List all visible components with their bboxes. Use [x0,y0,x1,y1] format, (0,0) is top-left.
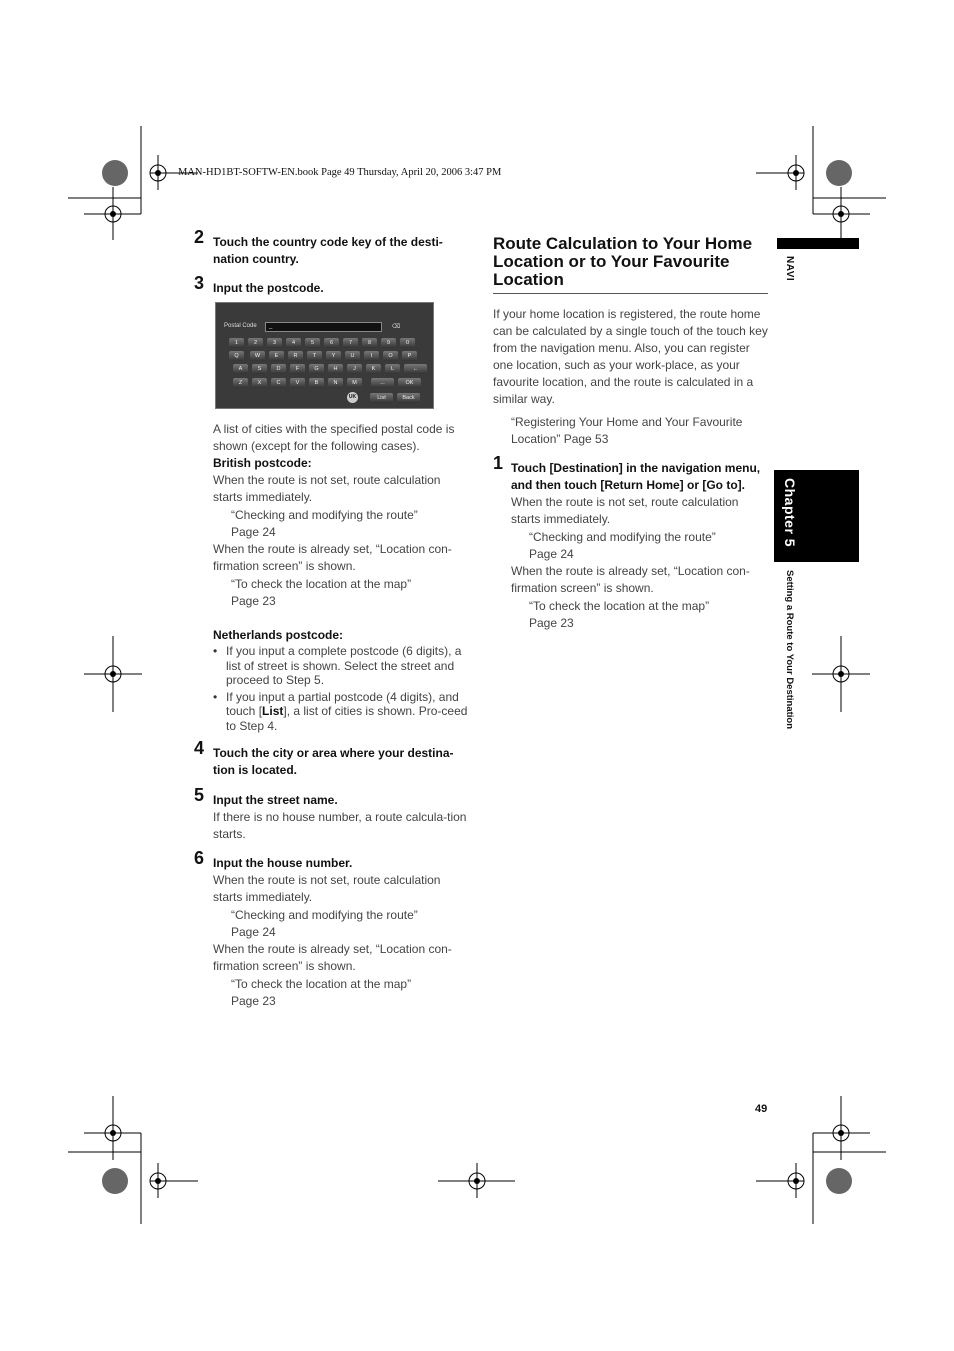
step-number: 4 [194,738,205,758]
key: Z [233,378,248,388]
step-number: 5 [194,785,205,805]
section-intro: If your home location is registered, the route home can be calculated by a single touch of the touch key from the navigation menu. Also, you can register one location, such as your work-place, as your favourite location, and the route is calculated in a similar way. [493,307,768,406]
key: OK [398,378,421,388]
print-header: MAN-HD1BT-SOFTW-EN.book Page 49 Thursday, April 20, 2006 3:47 PM [178,167,502,178]
step-ref2: “To check the location at the map” [529,599,710,613]
chapter-label: Chapter 5 [782,478,798,548]
key: ← [404,364,427,374]
key: V [290,378,305,388]
step-number: 1 [493,453,504,473]
british-ref1-page: Page 24 [231,525,276,539]
postal-code-value: _ [269,323,273,329]
section-title: Route Calculation to Your Home Location or to Your Favourite Location [493,234,753,289]
netherlands-list [213,644,471,733]
key: K [366,364,381,374]
key: ... [371,378,394,388]
key: J [347,364,362,374]
step-text: Input the postcode. [213,281,324,295]
key: 5 [305,338,320,348]
step-number: 2 [194,227,205,247]
intro-ref: “Registering Your Home and Your Favourite Location” Page 53 [511,415,743,446]
right-column [493,235,768,632]
british-not-set: When the route is not set, route calculation starts immediately. [213,473,441,504]
key: N [328,378,343,388]
step-already-set: When the route is already set, “Location con-firmation screen” is shown. [213,942,452,973]
step-3 [194,273,471,297]
british-ref1: “Checking and modifying the route” [231,508,418,522]
step-ref1-page: Page 24 [529,547,574,561]
key: 2 [248,338,263,348]
left-column [194,227,471,297]
step-body: If there is no house number, a route calcula-tion starts. [213,810,467,841]
key: S [252,364,267,374]
key: Y [326,351,341,361]
list-item [213,644,471,688]
left-column-steps [194,738,471,1010]
key: C [271,378,286,388]
list-key-ref: List [262,704,284,718]
step-text: Input the house number. [213,856,353,870]
title-rule [493,293,768,294]
postal-code-label: Postal Code [224,323,257,329]
key: P [402,351,417,361]
key: W [250,351,265,361]
key: 3 [267,338,282,348]
step-ref2-page: Page 23 [529,616,574,630]
key: B [309,378,324,388]
step-ref1: “Checking and modifying the route” [529,530,716,544]
key: E [269,351,284,361]
step-1 [493,453,768,632]
key: O [383,351,398,361]
british-ref2-page: Page 23 [231,594,276,608]
british-heading: British postcode: [213,456,312,470]
navi-label: NAVI [784,256,795,282]
british-already-set: When the route is already set, “Location con-firmation screen” is shown. [213,542,452,573]
back-key: Back [397,393,420,403]
list-description: A list of cities with the specified postal code is shown (except for the following cases). [213,422,455,453]
step-4 [194,738,471,779]
key: 9 [381,338,396,348]
key: 0 [400,338,415,348]
country-badge: UK [347,392,358,403]
key: A [233,364,248,374]
page-number: 49 [755,1103,768,1115]
key: L [385,364,400,374]
step-5 [194,785,471,843]
step-not-set: When the route is not set, route calculation starts immediately. [511,495,739,526]
key: H [328,364,343,374]
netherlands-heading: Netherlands postcode: [213,628,344,642]
key: 7 [343,338,358,348]
step-6 [194,848,471,1010]
step-2 [194,227,471,268]
key: 4 [286,338,301,348]
key: G [309,364,324,374]
key: D [271,364,286,374]
key: M [347,378,362,388]
step-text: Touch the country code key of the desti-nation country. [213,235,443,266]
key: 6 [324,338,339,348]
step-ref1-page: Page 24 [231,925,276,939]
step-already-set: When the route is already set, “Location con-firmation screen” is shown. [511,564,750,595]
key: I [364,351,379,361]
key: X [252,378,267,388]
postal-code-input [265,322,382,332]
bullet-text: If you input a complete postcode (6 digits), a list of street is shown. Select the street and proceed to Step 5. [226,644,462,687]
step-text: Touch [Destination] in the navigation menu, and then touch [Return Home] or [Go to]. [511,461,761,492]
bullet-text: ], a list of cities is shown. Pro-ceed to Step 4. [226,704,468,733]
key: T [307,351,322,361]
step-ref1: “Checking and modifying the route” [231,908,418,922]
navi-tab-bar [777,238,859,249]
key: U [345,351,360,361]
bullet-text: If you input a partial postcode (4 digits), and touch [ [226,689,459,718]
section-side-title: Setting a Route to Your Destination [784,570,795,730]
step-text: Touch the city or area where your destina-tion is located. [213,746,454,777]
step-number: 3 [194,273,205,293]
key: 1 [229,338,244,348]
key: 8 [362,338,377,348]
list-key: List [370,393,393,403]
step-ref2-page: Page 23 [231,994,276,1008]
key: R [288,351,303,361]
step-text: Input the street name. [213,793,338,807]
postcode-keyboard-screenshot [215,302,434,409]
step-number: 6 [194,848,205,868]
key: Q [229,351,244,361]
step-not-set: When the route is not set, route calculation starts immediately. [213,873,441,904]
left-column-lower [213,421,471,733]
british-ref2: “To check the location at the map” [231,577,412,591]
list-item [213,690,471,734]
key: F [290,364,305,374]
step-ref2: “To check the location at the map” [231,977,412,991]
delete-icon: ⌫ [391,324,401,330]
